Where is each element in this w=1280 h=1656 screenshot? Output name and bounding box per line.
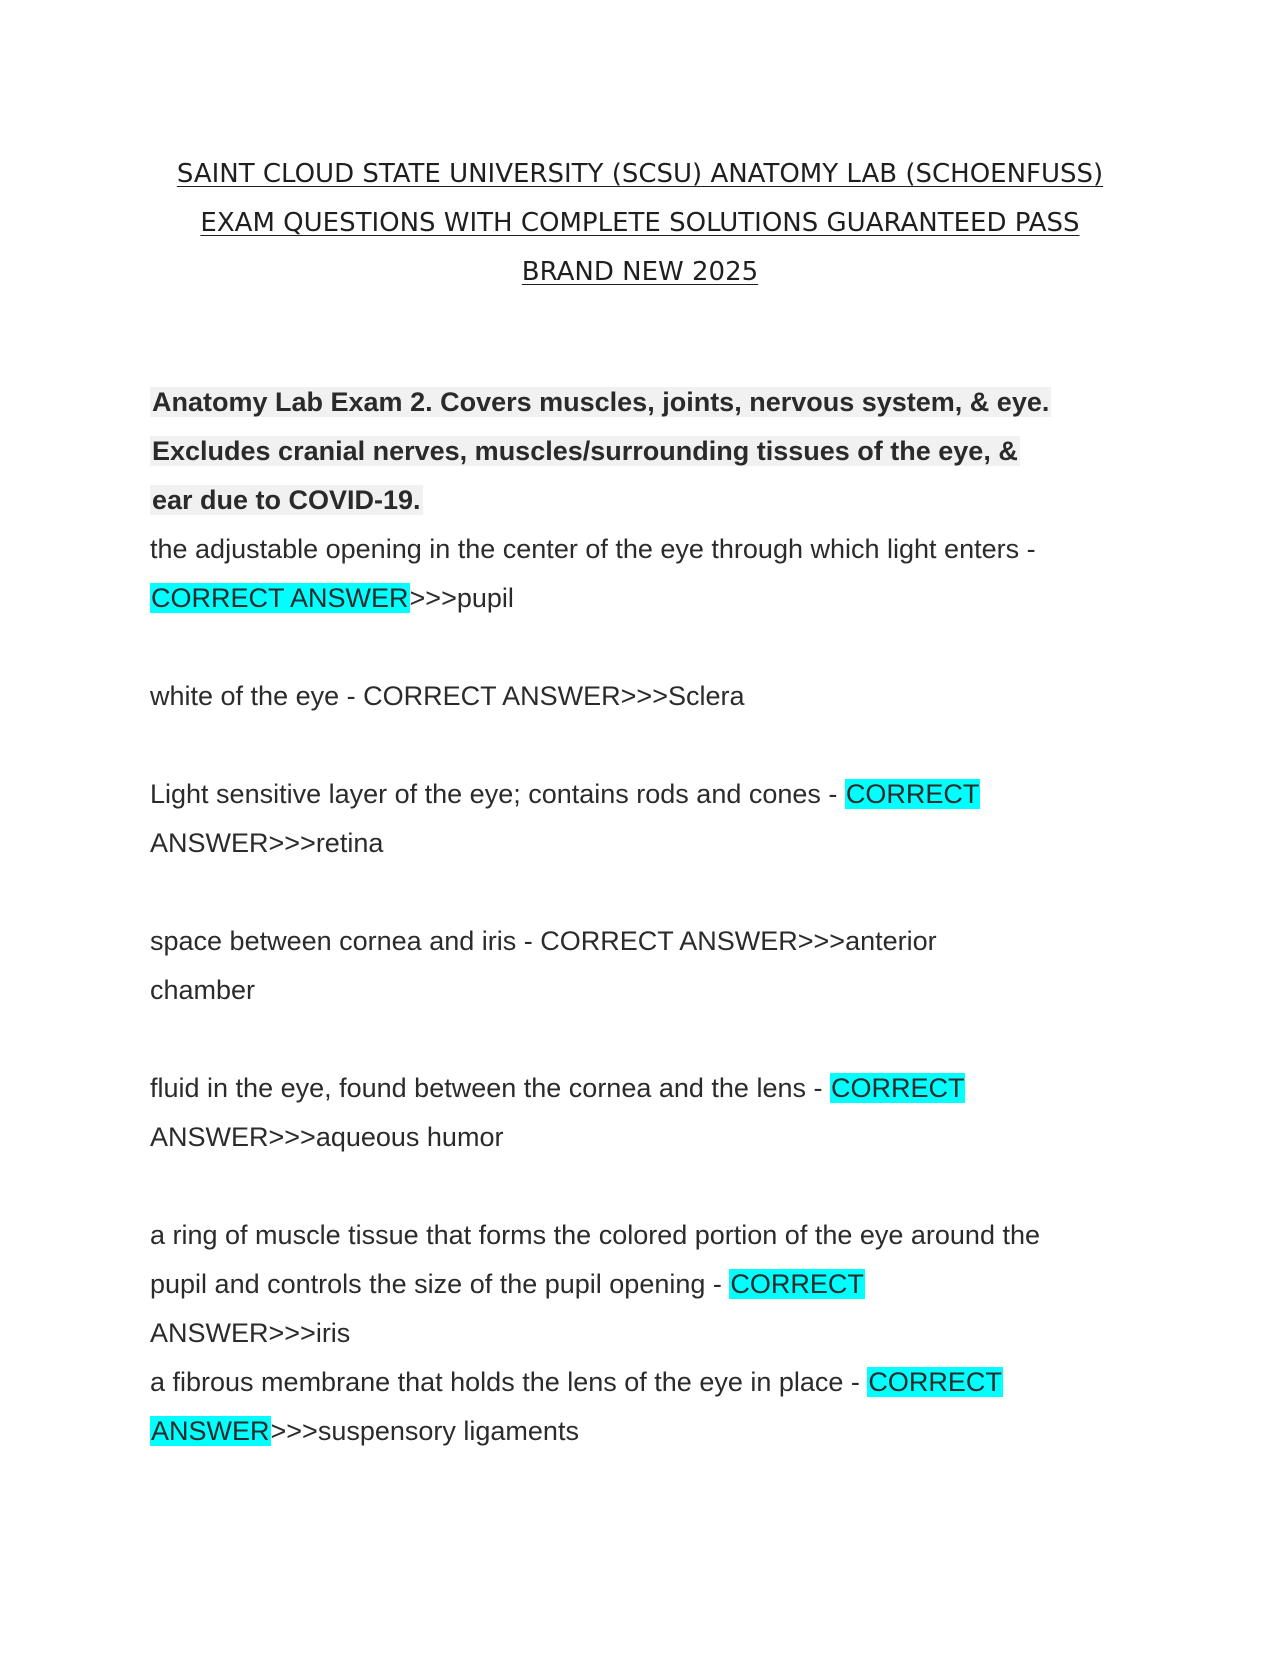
correct-answer-highlight: ANSWER — [151, 1416, 270, 1446]
correct-answer-highlight: CORRECT — [845, 779, 980, 809]
qa-item — [150, 1211, 1150, 1358]
intro-line-2: Excludes cranial nerves, muscles/surrounding tissues of the eye, & — [152, 436, 1018, 466]
answer-text: >>>iris — [268, 1318, 351, 1348]
answer-text: >>>pupil — [409, 583, 514, 613]
answer-text: >>>aqueous humor — [268, 1122, 504, 1152]
correct-answer-label: ANSWER — [150, 1122, 269, 1152]
correct-answer-highlight: CORRECT — [730, 1269, 864, 1299]
intro-line-3: ear due to COVID-19. — [152, 485, 421, 515]
document-body — [150, 378, 1150, 1456]
question-text: the adjustable opening in the center of the eye through which light enters - — [150, 534, 1036, 564]
question-text: white of the eye - — [150, 681, 364, 711]
question-text-continued: pupil and controls the size of the pupil opening - — [150, 1269, 730, 1299]
correct-answer-highlight: CORRECT — [830, 1073, 965, 1103]
correct-answer-highlight: CORRECT — [868, 1367, 1002, 1397]
title-line-1: SAINT CLOUD STATE UNIVERSITY (SCSU) ANATOMY LAB (SCHOENFUSS) — [176, 159, 1104, 189]
correct-answer-label: ANSWER — [150, 828, 269, 858]
answer-text: >>>retina — [268, 828, 384, 858]
qa-item — [150, 1358, 1150, 1456]
question-text: a fibrous membrane that holds the lens of the eye in place - — [150, 1367, 868, 1397]
question-text: fluid in the eye, found between the cornea and the lens - — [150, 1073, 830, 1103]
question-text: a ring of muscle tissue that forms the colored portion of the eye around the — [150, 1220, 1040, 1250]
correct-answer-label: CORRECT ANSWER — [363, 681, 621, 711]
answer-text: >>>suspensory ligaments — [270, 1416, 579, 1446]
question-text: Light sensitive layer of the eye; contains rods and cones - — [150, 779, 845, 809]
qa-item — [150, 1064, 1150, 1162]
title-line-3: BRAND NEW 2025 — [521, 257, 759, 287]
intro-line-1: Anatomy Lab Exam 2. Covers muscles, joints, nervous system, & eye. — [152, 387, 1050, 417]
qa-item — [150, 770, 1150, 868]
answer-text: >>>anterior — [797, 926, 937, 956]
correct-answer-label: ANSWER — [150, 1318, 269, 1348]
correct-answer-highlight: CORRECT ANSWER — [151, 583, 409, 613]
question-text: space between cornea and iris - — [150, 926, 541, 956]
qa-item — [150, 917, 1150, 1015]
qa-item — [150, 672, 1150, 721]
answer-text: >>>Sclera — [620, 681, 745, 711]
qa-item — [150, 525, 1150, 623]
title-line-2: EXAM QUESTIONS WITH COMPLETE SOLUTIONS GUARANTEED PASS — [200, 208, 1080, 238]
exam-intro — [150, 378, 1150, 525]
correct-answer-label: CORRECT ANSWER — [540, 926, 798, 956]
answer-text-continued: chamber — [150, 975, 256, 1005]
document-title — [100, 150, 1180, 297]
